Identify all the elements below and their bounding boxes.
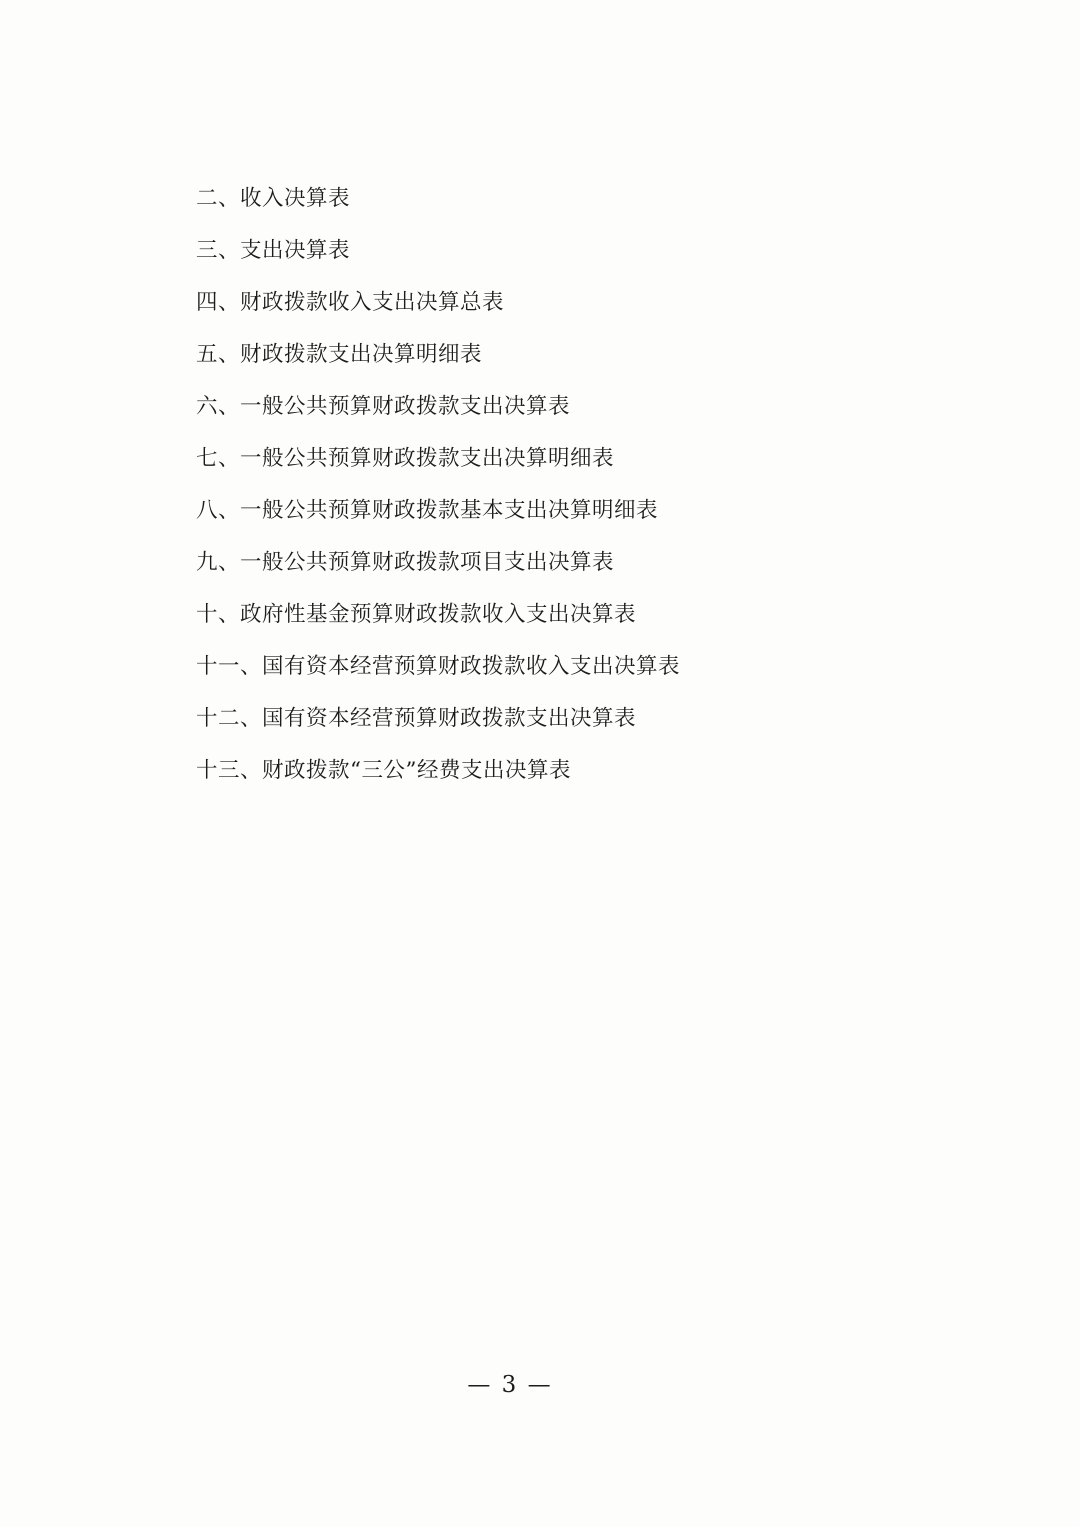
toc-item[interactable]: 十二、国有资本经营预算财政拨款支出决算表 — [196, 706, 637, 731]
toc-item[interactable]: 九、一般公共预算财政拨款项目支出决算表 — [196, 550, 615, 575]
toc-item[interactable]: 八、一般公共预算财政拨款基本支出决算明细表 — [196, 498, 659, 523]
toc-item[interactable]: 六、一般公共预算财政拨款支出决算表 — [196, 394, 571, 419]
toc-item[interactable]: 十三、财政拨款“三公”经费支出决算表 — [196, 758, 571, 783]
toc-item[interactable]: 三、支出决算表 — [196, 238, 351, 263]
toc-item[interactable]: 七、一般公共预算财政拨款支出决算明细表 — [196, 446, 615, 471]
toc-item[interactable]: 五、财政拨款支出决算明细表 — [196, 342, 483, 367]
page-number-text: — 3 — — [467, 1372, 553, 1398]
toc-item[interactable]: 二、收入决算表 — [196, 186, 351, 211]
toc-item[interactable]: 十、政府性基金预算财政拨款收入支出决算表 — [196, 602, 637, 627]
toc-item[interactable]: 十一、国有资本经营预算财政拨款收入支出决算表 — [196, 654, 681, 679]
toc-item[interactable]: 四、财政拨款收入支出决算总表 — [196, 290, 505, 315]
page-number — [0, 1372, 1080, 1398]
table-of-contents — [196, 188, 956, 812]
